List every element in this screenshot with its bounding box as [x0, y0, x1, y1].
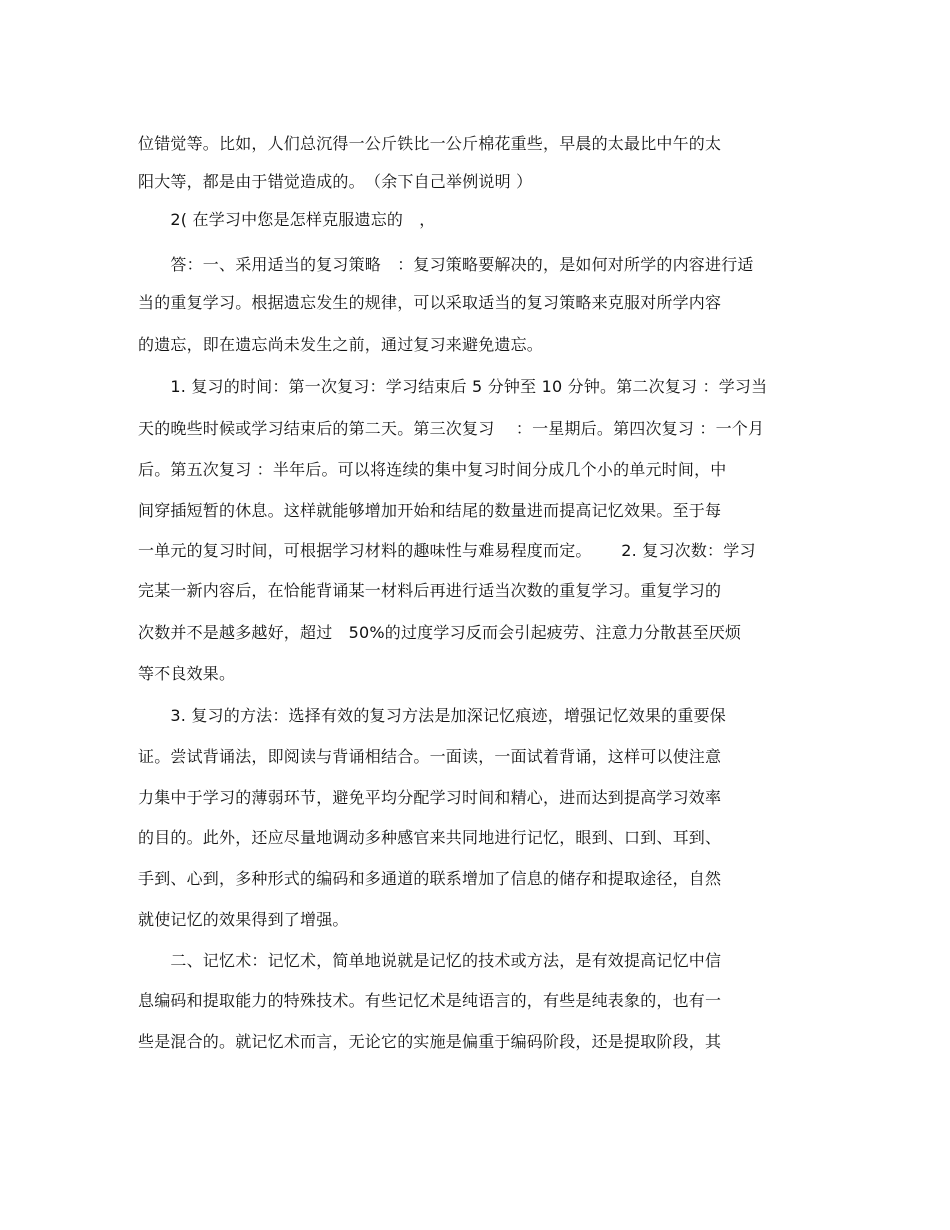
text-line: 的目的。此外，还应尽量地调动多种感官来共同地进行记忆，眼到、口到、耳到、: [138, 828, 722, 847]
text-line: 就使记忆的效果得到了增强。: [138, 910, 349, 929]
text-line: 息编码和提取能力的特殊技术。有些记忆术是纯语言的，有些是纯表象的，也有一: [138, 991, 722, 1010]
text-line: 一单元的复习时间，可根据学习材料的趣味性与难易程度而定。 2. 复习次数：学习: [138, 541, 756, 560]
text-line: 完某一新内容后，在恰能背诵某一材料后再进行适当次数的重复学习。重复学习的: [138, 581, 722, 600]
text-line: 2( 在学习中您是怎样克服遗忘的 ，: [138, 210, 436, 229]
text-line: 力集中于学习的薄弱环节，避免平均分配学习时间和精心，进而达到提高学习效率: [138, 788, 722, 807]
text-line: 手到、心到，多种形式的编码和多通道的联系增加了信息的储存和提取途径，自然: [138, 869, 722, 888]
text-line: 3. 复习的方法：选择有效的复习方法是加深记忆痕迹，增强记忆效果的重要保: [138, 706, 726, 725]
text-line: 等不良效果。: [138, 664, 236, 683]
text-line: 答：一、采用适当的复习策略 ：复习策略要解决的，是如何对所学的内容进行适: [138, 255, 754, 274]
text-line: 位错觉等。比如，人们总沉得一公斤铁比一公斤棉花重些，早晨的太最比中午的太: [138, 134, 722, 153]
text-line: 间穿插短暂的休息。这样就能够增加开始和结尾的数量进而提高记忆效果。至于每: [138, 501, 722, 520]
text-line: 次数并不是越多越好，超过 50%的过度学习反而会引起疲劳、注意力分散甚至厌烦: [138, 623, 742, 642]
text-line: 阳大等，都是由于错觉造成的。 （余下自己举例说明 ）: [138, 172, 533, 191]
text-line: 证。尝试背诵法，即阅读与背诵相结合。一面读，一面试着背诵，这样可以使注意: [138, 747, 722, 766]
text-line: 的遗忘，即在遗忘尚未发生之前，通过复习来避免遗忘。: [138, 335, 544, 354]
text-line: 些是混合的。就记忆术而言，无论它的实施是偏重于编码阶段，还是提取阶段，其: [138, 1032, 722, 1051]
text-line: 当的重复学习。根据遗忘发生的规律，可以采取适当的复习策略来克服对所学内容: [138, 293, 722, 312]
text-line: 天的晚些时候或学习结束后的第二天。第三次复习 ：一星期后。第四次复习 ：一个月: [138, 419, 765, 438]
text-line: 后。第五次复习 ：半年后。可以将连续的集中复习时间分成几个小的单元时间，中: [138, 460, 727, 479]
text-line: 二、记忆术：记忆术，简单地说就是记忆的技术或方法，是有效提高记忆中信: [138, 951, 722, 970]
text-line: 1. 复习的时间：第一次复习：学习结束后 5 分钟至 10 分钟。第二次复习 ：学习当: [138, 377, 768, 396]
